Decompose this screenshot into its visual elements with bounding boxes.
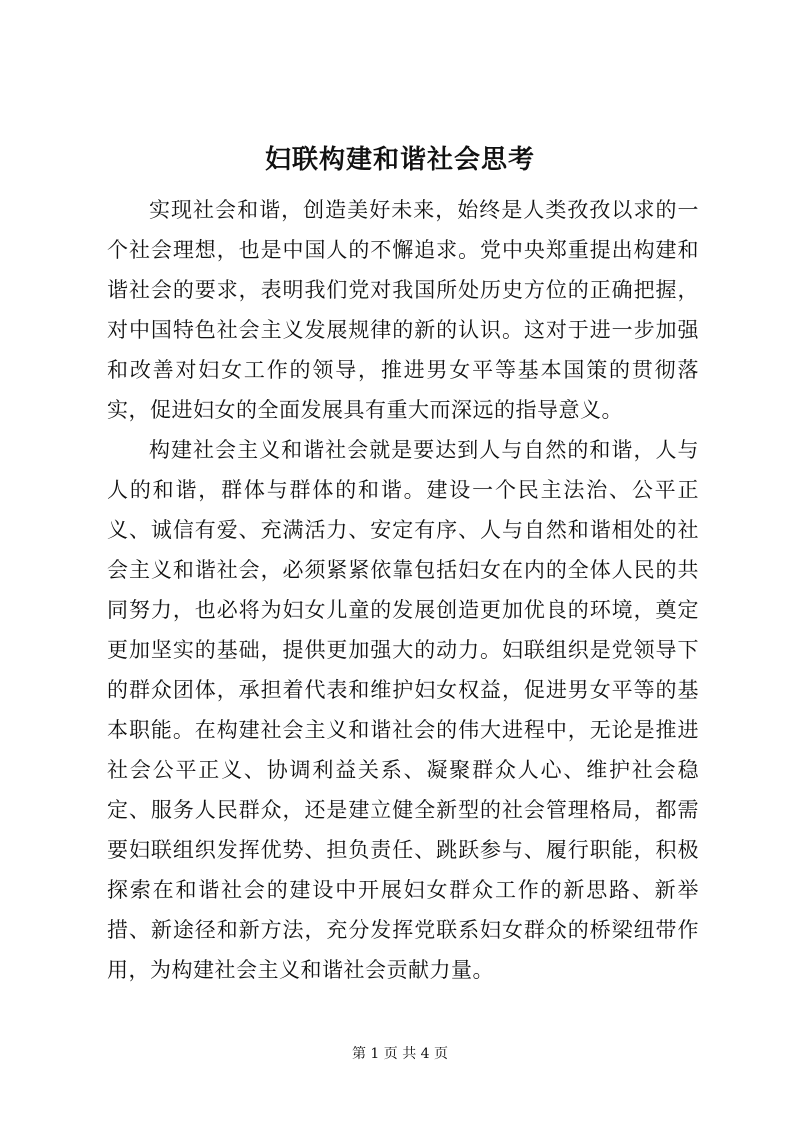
paragraph-1: 实现社会和谐，创造美好未来，始终是人类孜孜以求的一个社会理想，也是中国人的不懈追求。党中央郑重提出构建和谐社会的要求，表明我们党对我国所处历史方位的正确把握，对中国特色社会主义发展规律的新的认识。这对于进一步加强和改善对妇女工作的领导，推进男女平等基本国策的贯彻落实，促进妇女的全面发展具有重大而深远的指导意义。 <box>107 198 699 422</box>
paragraph-2: 构建社会主义和谐社会就是要达到人与自然的和谐，人与人的和谐，群体与群体的和谐。建设一个民主法治、公平正义、诚信有爱、充满活力、安定有序、人与自然和谐相处的社会主义和谐社会，必须紧紧依靠包括妇女在内的全体人民的共同努力，也必将为妇女儿童的发展创造更加优良的环境，奠定更加坚实的基础，提供更加强大的动力。妇联组织是党领导下的群众团体，承担着代表和维护妇女权益，促进男女平等的基本职能。在构建社会主义和谐社会的伟大进程中，无论是推进社会公平正义、协调利益关系、凝聚群众人心、维护社会稳定、服务人民群众，还是建立健全新型的社会管理格局，都需要妇联组织发挥优势、担负责任、跳跃参与、履行职能，积极探索在和谐社会的建设中开展妇女群众工作的新思路、新举措、新途径和新方法，充分发挥党联系妇女群众的桥梁纽带作用，为构建社会主义和谐社会贡献力量。 <box>107 438 699 982</box>
document-title: 妇联构建和谐社会思考 <box>264 145 535 175</box>
document-body <box>107 190 699 990</box>
page-number-footer: 第 1 页 共 4 页 <box>351 1046 449 1062</box>
